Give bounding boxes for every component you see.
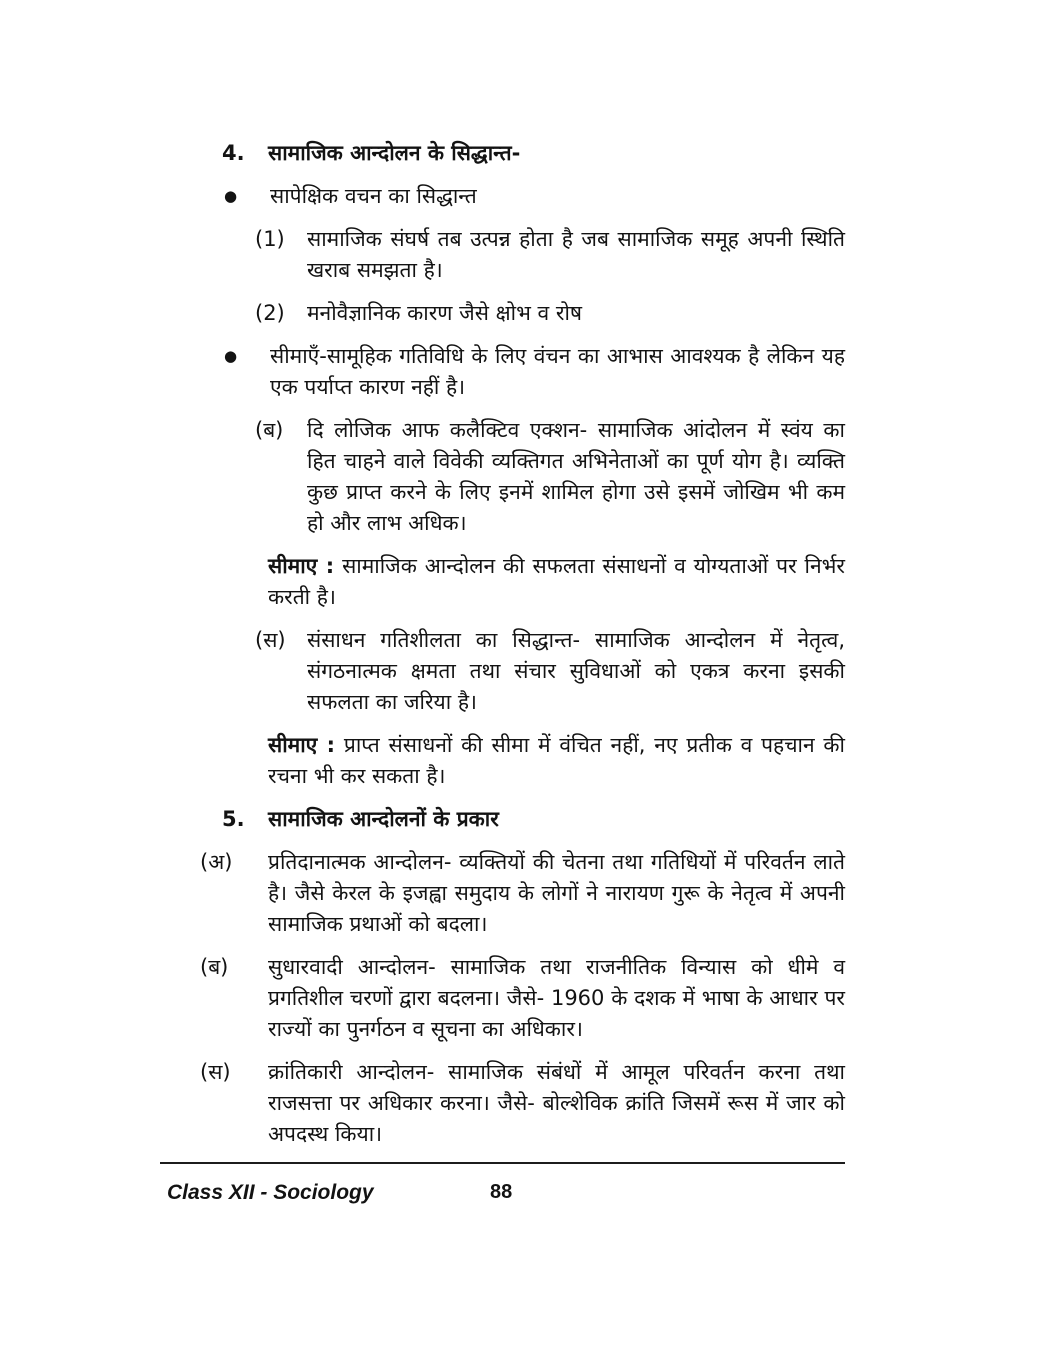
section-4-heading (160, 138, 845, 169)
bullet-icon: ● (224, 187, 238, 205)
list-marker: (ब) (255, 418, 284, 442)
page-content (160, 138, 845, 1217)
page-footer (160, 1162, 845, 1217)
list-item-point-2 (160, 298, 845, 329)
list-text: सुधारवादी आन्दोलन- सामाजिक तथा राजनीतिक विन्यास को धीमे व प्रगतिशील चरणों द्वारा बदलना। जैसे- 1960 के दशक में भाषा के आधार पर राज्यों का पुनर्गठन व सूचना का अधिकार। (268, 955, 845, 1041)
list-marker: (अ) (200, 850, 233, 874)
list-item-point-1 (160, 224, 845, 286)
list-item-type-s (160, 1057, 845, 1150)
list-item-type-a (160, 847, 845, 940)
list-marker: (ब) (200, 955, 229, 979)
limitation-label: सीमाए : (268, 554, 335, 578)
footer-book-title: Class XII - Sociology (167, 1181, 374, 1204)
section-4-number: 4. (222, 141, 245, 165)
list-marker: (स) (255, 628, 286, 652)
limitation-note-1 (268, 551, 845, 613)
list-item-point-s (160, 625, 845, 718)
list-text: संसाधन गतिशीलता का सिद्धान्त- सामाजिक आन्दोलन में नेतृत्व, संगठनात्मक क्षमता तथा संचार सुविधाओं को एकत्र करना इसकी सफलता का जरिया है। (307, 628, 845, 714)
section-5-title: सामाजिक आन्दोलनों के प्रकार (268, 807, 499, 831)
bullet-icon: ● (224, 347, 238, 365)
section-5-heading (160, 804, 845, 835)
section-5-number: 5. (222, 807, 245, 831)
list-marker: (1) (255, 227, 285, 251)
limitation-label: सीमाए : (268, 733, 336, 757)
bullet-item-limitations (160, 341, 845, 403)
list-item-point-b (160, 415, 845, 539)
list-text: क्रांतिकारी आन्दोलन- सामाजिक संबंधों में आमूल परिवर्तन करना तथा राजसत्ता पर अधिकार करना। जैसे- बोल्शेविक क्रांति जिसमें रूस में जार को अपदस्थ किया। (268, 1060, 845, 1146)
list-marker: (स) (200, 1060, 231, 1084)
limitation-text: सामाजिक आन्दोलन की सफलता संसाधनों व योग्यताओं पर निर्भर करती है। (268, 554, 845, 609)
list-text: दि लोजिक आफ कलैक्टिव एक्शन- सामाजिक आंदोलन में स्वंय का हित चाहने वाले विवेकी व्यक्तिगत अभिनेताओं का पूर्ण योग है। व्यक्ति कुछ प्राप्त करने के लिए इनमें शामिल होगा उसे इसमें जोखिम भी कम हो और लाभ अधिक। (307, 418, 845, 535)
section-4-title: सामाजिक आन्दोलन के सिद्धान्त- (268, 141, 521, 165)
bullet-text: सापेक्षिक वचन का सिद्धान्त (270, 184, 477, 208)
list-marker: (2) (255, 301, 285, 325)
bullet-text: सीमाएँ-सामूहिक गतिविधि के लिए वंचन का आभास आवश्यक है लेकिन यह एक पर्याप्त कारण नहीं है। (270, 344, 845, 399)
limitation-text: प्राप्त संसाधनों की सीमा में वंचित नहीं, नए प्रतीक व पहचान की रचना भी कर सकता है। (268, 733, 845, 788)
footer-page-number: 88 (490, 1181, 513, 1203)
bullet-item-relative-deprivation (160, 181, 845, 212)
list-text: सामाजिक संघर्ष तब उत्पन्न होता है जब सामाजिक समूह अपनी स्थिति खराब समझता है। (307, 227, 845, 282)
list-text: प्रतिदानात्मक आन्दोलन- व्यक्तियों की चेतना तथा गतिधियों में परिवर्तन लाते है। जैसे केरल के इजह्वा समुदाय के लोगों ने नारायण गुरू के नेतृत्व में अपनी सामाजिक प्रथाओं को बदला। (268, 850, 845, 936)
list-text: मनोवैज्ञानिक कारण जैसे क्षोभ व रोष (307, 301, 583, 325)
limitation-note-2 (268, 730, 845, 792)
list-item-type-b (160, 952, 845, 1045)
